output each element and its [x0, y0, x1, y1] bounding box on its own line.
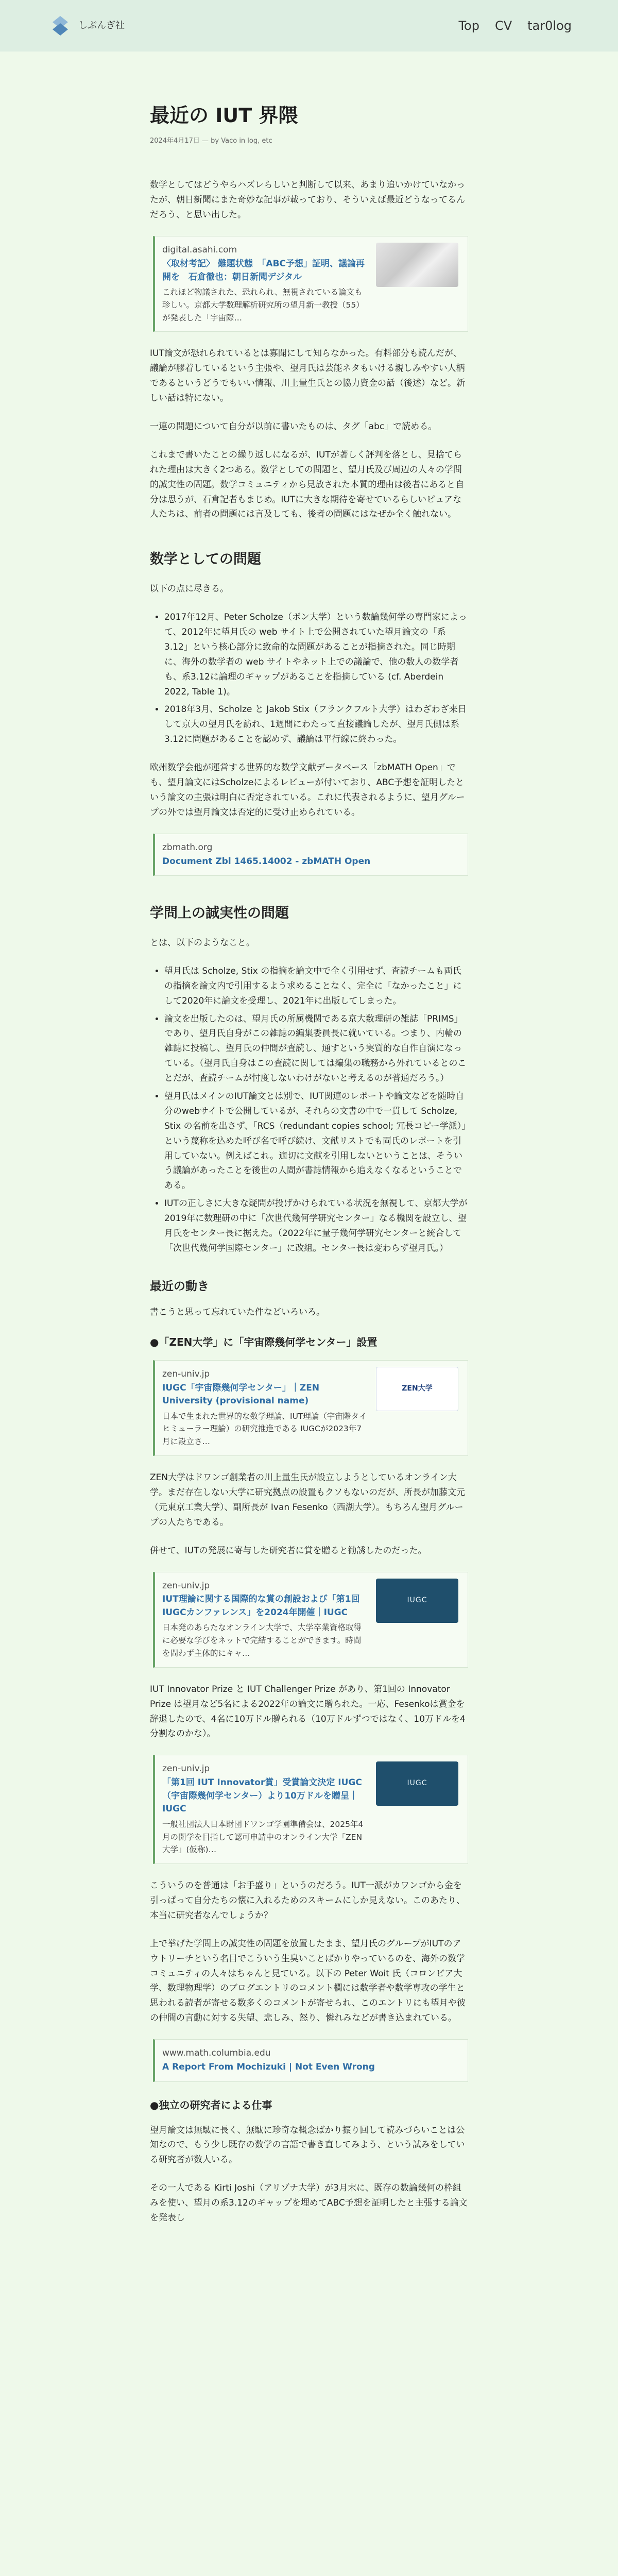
- paragraph: 上で挙げた学問上の誠実性の問題を放置したまま、望月氏のグループがIUTのアウトリーチという名目でこういう生臭いことばかりやっているのを、海外の数学コミュニティの人々はちゃんと見ている。以下の Peter Woit 氏（コロンビア大学、数理物理学）のブログエントリのコメント欄には数学者や数学専攻の学生と思われる読者が寄せる数多くのコメントが寄せられ、このエントリにも望月や彼の仲間の言動に対する失望、悲しみ、怒り、憐れみなどが書き込まれている。: [150, 1938, 466, 2024]
- link-card-zbmath[interactable]: [153, 834, 468, 876]
- card-thumbnail: [376, 243, 458, 287]
- card-desc: これほど物議された、恐れられ、無視されている論文も珍しい。京都大学数理解析研究所の望月新一教授（55）が発表した「宇宙際…: [162, 287, 364, 323]
- paragraph: これまで書いたことの繰り返しになるが、IUTが著しく評判を落とし、見捨てられた理由は大きく2つある。数学としての問題と、望月氏及び周辺の人々の学問的誠実性の問題。数学コミュニティから見放された本質的理由は後者にあると自分は思うが、石倉記者もまじめ。IUTに大きな期待を寄せているらしいピュアな人たちは、前者の問題には言及しても、後者の問題にはなぜか全く触れない。: [150, 449, 465, 520]
- paragraph: 書こうと思って忘れていた件などいろいろ。: [150, 1307, 325, 1317]
- card-desc: 日本で生まれた世界的な数学理論、IUT理論（宇宙際タイヒミューラー理論）の研究推進である IUGCが2023年7月に設立さ…: [162, 1411, 367, 1447]
- site-header: [0, 0, 618, 52]
- list-item: • 論文を出版したのは、望月氏の所属機関である京大数理研の雑誌「PRIMS」であり、望月氏自身がこの雑誌の編集委員長に就いている。つまり、内輪の雑誌に投稿し、望月氏の仲間が査読し、通すという実質的な自作自演になっている。（望月氏自身はこの査読に関しては編集の職務から外れているとのことだが、査読チームが忖度しないわけがないと考えるのが普通だろう。）: [164, 1012, 468, 1086]
- card-title[interactable]: IUGC「宇宙際幾何学センター」｜ZEN University (provisional name): [162, 1382, 320, 1406]
- page-title: 最近の IUT 界隈: [150, 104, 298, 127]
- card-domain: digital.asahi.com: [162, 245, 237, 256]
- paragraph: 欧州数学会他が運営する世界的な数学文献データベース「zbMATH Open」でも、望月論文にはScholzeによるレビューが付いており、ABC予想を証明したという論文の主張は明白に否定されている。これに代表されるように、望月グループの外では望月論文は否定的に受け止められている。: [150, 762, 465, 818]
- paragraph: 一連の問題について自分が以前に書いたものは、タグ「abc」で読める。: [150, 421, 437, 432]
- section-heading-math: 数学としての問題: [150, 551, 261, 568]
- list-item: • 望月氏はメインのIUT論文とは別で、IUT関連のレポートや論文などを随時自分のwebサイトで公開しているが、それらの文書の中で一貫して Scholze, Stix の名前を出さず、「RCS（redundant copies school; 冗長コピー学派）」という蔑称を込めた呼び名で呼び続け、文献リストでも両氏のレポートを引用していない。例えばこれ。適切に文献を引用しないということは、そういう議論があったことを後世の人間が書誌情報から追えなくなるということである。: [164, 1089, 468, 1193]
- card-title[interactable]: 〈取材考記〉 難題状態 「ABC予想」証明、議論再開を 石倉徹也：朝日新聞デジタル: [162, 259, 365, 282]
- article: [150, 103, 468, 2239]
- site-logo-icon: [52, 15, 69, 37]
- paragraph: 望月論文は無駄に長く、無駄に珍奇な概念ばかり振り回して読みづらいことは公知なので、もう少し既存の数学の言語で書き直してみよう、という試みをしている研究者が数人いる。: [150, 2125, 465, 2165]
- link-card-asahi[interactable]: [153, 236, 468, 332]
- paragraph: IUT Innovator Prize と IUT Challenger Prize があり、第1回の Innovator Prize は望月など5名による2022年の論文に贈られた。一応、Fesenkoは賞金を辞退したので、4名に10万ドル贈られる（10万ドルずつではなく、10万ドルを4分割なのかな）。: [150, 1684, 466, 1739]
- section-heading-integrity: 学問上の誠実性の問題: [150, 905, 289, 922]
- card-domain: zen-univ.jp: [162, 1368, 210, 1379]
- card-desc: 一般社団法人日本財団ドワンゴ学園準備会は、2025年4月の開学を目指して認可申請中のオンライン大学「ZEN大学」(仮称)…: [162, 1819, 364, 1855]
- card-thumbnail: IUGC: [376, 1761, 458, 1806]
- card-desc: 日本発のあらたなオンライン大学で、大学卒業資格取得に必要な学びをネットで完結することができます。時間を問わず主体的にキャ…: [162, 1623, 362, 1658]
- post-meta: 2024年4月17日 — by Vaco in log, etc: [150, 137, 272, 145]
- brand-name: しぶんぎ社: [78, 20, 125, 31]
- list-item: • 2017年12月、Peter Scholze（ボン大学）という数論幾何学の専門家によって、2012年に望月氏の web サイト上で公開されていた望月論文の「系3.12」という核心部分に致命的な問題があることが指摘された。同じ時期に、海外の数学者の web サイトやネット上での議論で、他の数人の数学者も、系3.12に論理のギャップがあることを指摘している (cf. Aberdein 2022, Table 1)。: [164, 610, 468, 699]
- paragraph: 併せて、IUTの発展に寄与した研究者に賞を贈ると勧誘したのだった。: [150, 1545, 427, 1556]
- paragraph: その一人である Kirti Joshi（アリゾナ大学）が3月末に、既存の数論幾何の枠組みを使い、望月の系3.12のギャップを埋めてABC予想を証明したと主張する論文を発表し: [150, 2183, 468, 2223]
- card-domain: www.math.columbia.edu: [162, 2048, 271, 2059]
- math-issue-list: [164, 610, 468, 747]
- link-card-woit[interactable]: [153, 2039, 468, 2081]
- card-thumbnail: ZEN大学: [376, 1367, 458, 1411]
- card-domain: zen-univ.jp: [162, 1764, 210, 1774]
- card-thumbnail: IUGC: [376, 1579, 458, 1623]
- brand[interactable]: [52, 15, 125, 37]
- paragraph: IUT論文が恐れられているとは寡聞にして知らなかった。有料部分も読んだが、議論が膠着しているという主張や、望月氏は芸能ネタもいける親しみやすい人柄であるというどうでもいい情報、川上量生氏との協力資金の話（後述）など。新しい話は特にない。: [150, 348, 465, 404]
- list-item: • 望月氏は Scholze, Stix の指摘を論文中で全く引用せず、査読チームも両氏の指摘を論文内で引用するよう求めることなく、完全に「なかったこと」にして2020年に論文を受理し、2021年に出版してしまった。: [164, 964, 468, 1009]
- link-card-iugc[interactable]: [153, 1360, 468, 1456]
- subheading-zen: ●「ZEN大学」に「宇宙際幾何学センター」設置: [150, 1335, 377, 1348]
- paragraph: 数学としてはどうやらハズレらしいと判断して以来、あまり追いかけていなかったが、朝日新聞にまた奇妙な記事が載っており、そういえば最近どうなってるんだろう、と思い出した。: [150, 180, 465, 221]
- integrity-issue-list: [164, 964, 468, 1256]
- link-card-iugc-prize[interactable]: [153, 1572, 468, 1668]
- subheading-independent: ●独立の研究者による仕事: [150, 2098, 272, 2111]
- paragraph: こういうのを普通は「お手盛り」というのだろう。IUT一派がカワンゴから金を引っぱって自分たちの懐に入れるためのスキームにしか見えない。このあたり、本当に研究者なんでしょうか？: [150, 1880, 465, 1921]
- nav-top[interactable]: Top: [458, 18, 479, 33]
- main-nav: [458, 15, 572, 37]
- section-heading-recent: 最近の動き: [150, 1279, 209, 1293]
- card-domain: zen-univ.jp: [162, 1580, 210, 1591]
- link-card-innovator[interactable]: [153, 1755, 468, 1864]
- paragraph: とは、以下のようなこと。: [150, 937, 255, 948]
- list-item: • IUTの正しさに大きな疑問が投げかけられている状況を無視して、京都大学が2019年に数理研の中に「次世代幾何学研究センター」なる機関を設立し、望月氏をセンター長に据えた。（2022年に量子幾何学研究センターと統合して「次世代幾何学国際センター」に改組。センター長は変わらず望月氏。）: [164, 1196, 468, 1256]
- paragraph: ZEN大学はドワンゴ創業者の川上量生氏が設立しようとしているオンライン大学。まだ存在しない大学に研究拠点の設置もクソもないのだが、所長が加藤文元（元東京工業大学）、副所長が Ivan Fesenko（西湖大学）。もちろん望月グループの人たちである。: [150, 1472, 465, 1528]
- card-domain: zbmath.org: [162, 842, 213, 853]
- card-title[interactable]: 「第1回 IUT Innovator賞」受賞論文決定 IUGC（宇宙際幾何学センター）より10万ドルを贈呈｜IUGC: [162, 1777, 362, 1815]
- list-item: • 2018年3月、Scholze と Jakob Stix（フランクフルト大学）はわざわざ来日して京大の望月氏を訪れ、1週間にわたって直接議論したが、望月氏側は系3.12に問題があることを認めず、議論は平行線に終わった。: [164, 702, 468, 747]
- nav-tar0log[interactable]: tar0log: [527, 18, 572, 33]
- card-title[interactable]: A Report From Mochizuki | Not Even Wrong: [162, 2062, 375, 2073]
- nav-cv[interactable]: CV: [494, 18, 512, 33]
- card-title[interactable]: IUT理論に関する国際的な賞の創設および「第1回IUGCカンファレンス」を2024年開催｜IUGC: [162, 1594, 360, 1618]
- card-title[interactable]: Document Zbl 1465.14002 - zbMATH Open: [162, 856, 371, 867]
- paragraph: 以下の点に尽きる。: [150, 584, 229, 595]
